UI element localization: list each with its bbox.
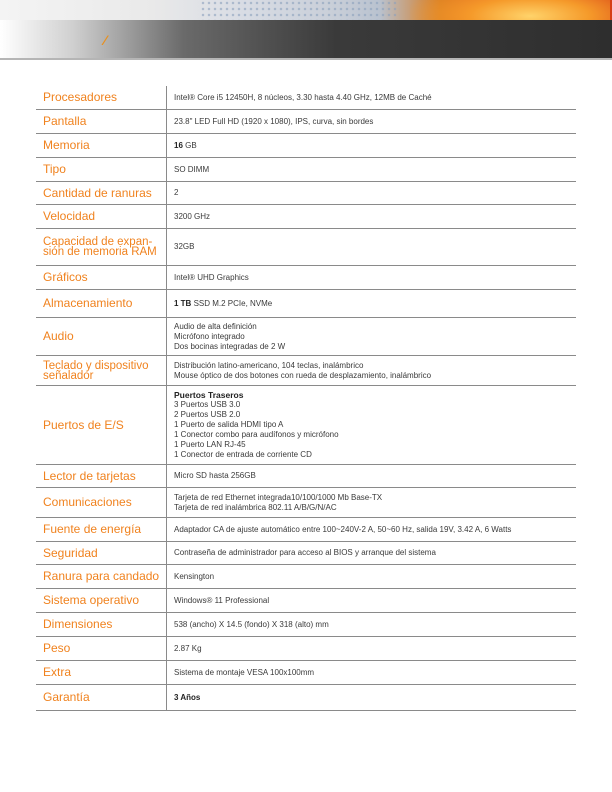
spec-label: Seguridad: [43, 545, 98, 560]
value-line: Micro SD hasta 256GB: [174, 471, 256, 480]
spec-value: [167, 488, 576, 517]
value-line: 1 Conector de entrada de corriente CD: [174, 450, 312, 459]
spec-value: [167, 356, 576, 385]
value-line: 32GB: [174, 242, 195, 251]
spec-value: [167, 565, 576, 588]
spec-label: Velocidad: [43, 209, 96, 223]
spec-label: Pantalla: [43, 114, 87, 128]
spec-value: [167, 182, 576, 204]
value-line: SO DIMM: [174, 164, 210, 174]
spec-row: [36, 518, 576, 542]
spec-value: [167, 110, 576, 133]
value-line: 538 (ancho) X 14.5 (fondo) X 318 (alto) mm: [174, 619, 329, 629]
spec-label: Cantidad de ranuras: [43, 185, 152, 200]
value-line: Adaptador CA de ajuste automático entre 100~240V-2 A, 50~60 Hz, salida 19V, 3.42 A, 6 Watts: [174, 524, 512, 534]
spec-value: [167, 637, 576, 660]
spec-row: [36, 266, 576, 290]
banner-graphic: [0, 0, 612, 20]
spec-label: Lector de tarjetas: [43, 468, 136, 483]
spec-value: [167, 134, 576, 157]
spec-label: Almacenamiento: [43, 296, 133, 310]
spec-label: Procesadores: [43, 90, 118, 104]
value-line: SSD M.2 PCIe, NVMe: [191, 298, 273, 308]
spec-row: [36, 86, 576, 110]
spec-value: [167, 158, 576, 181]
value-line: Distribución latino-americano, 104 teclas, inalámbrico: [174, 360, 364, 370]
spec-label: Sistema operativo: [43, 593, 140, 607]
spec-row: [36, 318, 576, 356]
spec-label: Fuente de energía: [43, 522, 142, 536]
spec-label: Peso: [43, 641, 71, 655]
value-line: Tarjeta de red Ethernet integrada10/100/1000 Mb Base-TX: [174, 492, 383, 502]
spec-label: Garantía: [43, 690, 90, 704]
value-emphasis: 16: [174, 140, 183, 150]
spec-value: [167, 266, 576, 289]
spec-label: Comunicaciones: [43, 495, 132, 509]
value-line: 23.8" LED Full HD (1920 x 1080), IPS, curva, sin bordes: [174, 116, 374, 126]
value-line: 2: [174, 188, 179, 197]
spec-row: [36, 134, 576, 158]
spec-row: [36, 685, 576, 711]
value-line: 1 Conector combo para audífonos y micrófono: [174, 430, 339, 439]
value-line: Kensington: [174, 571, 215, 581]
spec-label: Gráficos: [43, 270, 88, 284]
spec-table: [36, 86, 576, 711]
spec-value: [167, 290, 576, 317]
slash-mark-icon: ⁄: [104, 32, 107, 48]
spec-row: [36, 356, 576, 386]
spec-row: [36, 465, 576, 488]
value-line: 3200 GHz: [174, 211, 211, 221]
spec-row: [36, 158, 576, 182]
spec-label: Puertos de E/S: [43, 417, 124, 432]
spec-label: Teclado y dispositivo señalador: [43, 359, 149, 382]
value-line: Sistema de montaje VESA 100x100mm: [174, 667, 315, 677]
spec-row: [36, 488, 576, 518]
value-line: 1 Puerto de salida HDMI tipo A: [174, 420, 284, 429]
value-heading: Puertos Traseros: [174, 390, 244, 400]
value-line: 2 Puertos USB 2.0: [174, 410, 241, 419]
spec-row: [36, 205, 576, 229]
spec-row: [36, 386, 576, 465]
spec-label: Tipo: [43, 162, 66, 176]
value-line: Intel® Core i5 12450H, 8 núcleos, 3.30 hasta 4.40 GHz, 12MB de Caché: [174, 92, 432, 102]
spec-label: Extra: [43, 665, 72, 679]
spec-value: [167, 465, 576, 487]
value-line: Audio de alta definición: [174, 321, 257, 331]
spec-row: [36, 565, 576, 589]
spec-row: [36, 229, 576, 266]
spec-value: [167, 318, 576, 355]
spec-row: [36, 542, 576, 565]
spec-row: [36, 613, 576, 637]
spec-row: [36, 661, 576, 685]
spec-label: Audio: [43, 329, 74, 343]
value-line: GB: [182, 140, 197, 150]
spec-value: [167, 205, 576, 228]
value-line: 2.87 Kg: [174, 643, 202, 653]
spec-row: [36, 290, 576, 318]
spec-value: [167, 685, 576, 710]
spec-row: [36, 589, 576, 613]
header-banner: [0, 0, 612, 60]
value-line: Intel® UHD Graphics: [174, 272, 249, 282]
spec-value: [167, 542, 576, 564]
spec-value: [167, 86, 576, 109]
value-emphasis: 1 TB: [174, 298, 192, 308]
spec-label: Memoria: [43, 138, 90, 152]
value-line: Tarjeta de red inalámbrica 802.11 A/B/G/N/AC: [174, 502, 337, 512]
spec-value: [167, 589, 576, 612]
value-line: Windows® 11 Professional: [174, 595, 270, 605]
spec-label: Ranura para candado: [43, 569, 160, 583]
spec-label: Capacidad de expan-sión de memoria RAM: [43, 236, 157, 258]
spec-row: [36, 182, 576, 205]
spec-value: [167, 661, 576, 684]
spec-value: [167, 386, 576, 464]
spec-value: [167, 518, 576, 541]
spec-value: [167, 613, 576, 636]
value-line: Dos bocinas integradas de 2 W: [174, 341, 286, 351]
banner-bar: [0, 20, 612, 58]
value-line: Contraseña de administrador para acceso al BIOS y arranque del sistema: [174, 548, 436, 557]
value-line: Mouse óptico de dos botones con rueda de desplazamiento, inalámbrico: [174, 370, 432, 380]
spec-row: [36, 637, 576, 661]
spec-value: [167, 229, 576, 265]
value-emphasis: 3 Años: [174, 692, 201, 702]
value-line: 1 Puerto LAN RJ-45: [174, 440, 246, 449]
spec-row: [36, 110, 576, 134]
value-line: Micrófono integrado: [174, 331, 245, 341]
spec-label: Dimensiones: [43, 617, 113, 631]
value-line: 3 Puertos USB 3.0: [174, 400, 241, 409]
